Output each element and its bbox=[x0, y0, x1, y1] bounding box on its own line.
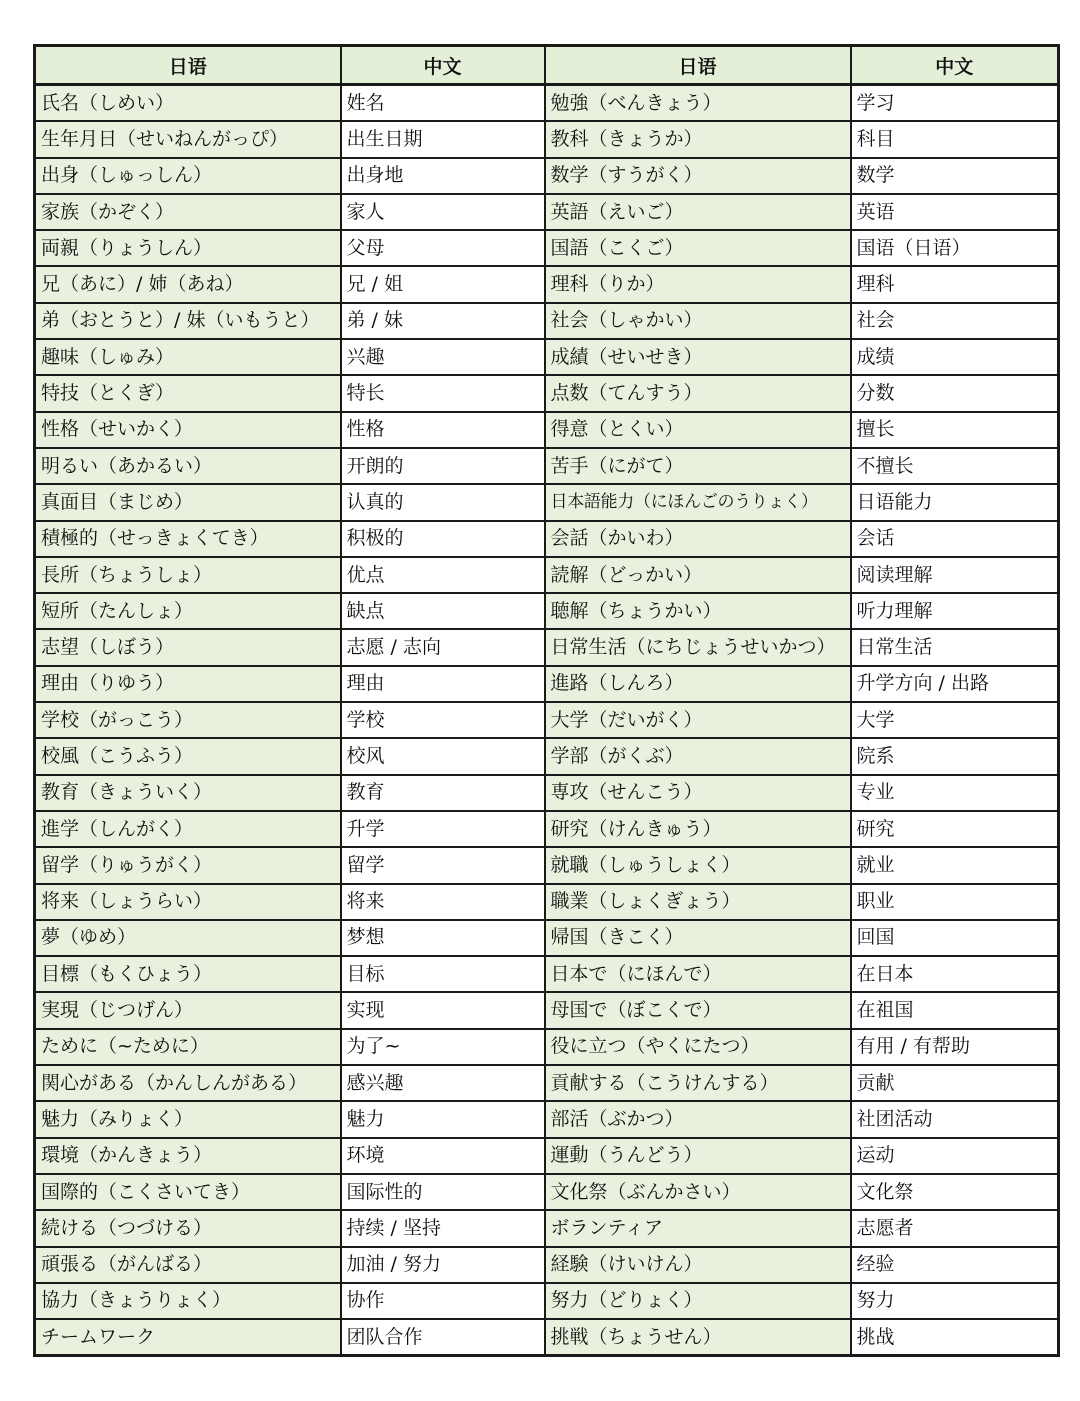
chinese-meaning-right: 文化祭 bbox=[851, 1174, 1059, 1210]
chinese-meaning-left: 加油 / 努力 bbox=[341, 1247, 545, 1283]
table-row bbox=[35, 847, 1059, 883]
japanese-term-right: 点数（てんすう） bbox=[545, 375, 851, 411]
chinese-meaning-right: 阅读理解 bbox=[851, 557, 1059, 593]
japanese-term-right: ボランティア bbox=[545, 1210, 851, 1246]
chinese-meaning-right: 有用 / 有帮助 bbox=[851, 1029, 1059, 1065]
japanese-term-left: 頑張る（がんばる） bbox=[35, 1247, 341, 1283]
japanese-term-right: 努力（どりょく） bbox=[545, 1283, 851, 1319]
japanese-term-left: 夢（ゆめ） bbox=[35, 920, 341, 956]
chinese-meaning-right: 职业 bbox=[851, 884, 1059, 920]
header-chinese-left: 中文 bbox=[341, 46, 545, 85]
chinese-meaning-left: 目标 bbox=[341, 956, 545, 992]
table-row bbox=[35, 1101, 1059, 1137]
table-row bbox=[35, 593, 1059, 629]
table-row bbox=[35, 303, 1059, 339]
chinese-meaning-left: 姓名 bbox=[341, 85, 545, 122]
chinese-meaning-left: 教育 bbox=[341, 775, 545, 811]
chinese-meaning-left: 魅力 bbox=[341, 1101, 545, 1137]
japanese-term-right: 教科（きょうか） bbox=[545, 121, 851, 157]
japanese-term-right: 勉強（べんきょう） bbox=[545, 85, 851, 122]
table-header bbox=[35, 46, 1059, 85]
chinese-meaning-right: 专业 bbox=[851, 775, 1059, 811]
chinese-meaning-left: 升学 bbox=[341, 811, 545, 847]
header-japanese-left: 日语 bbox=[35, 46, 341, 85]
chinese-meaning-left: 出身地 bbox=[341, 158, 545, 194]
chinese-meaning-right: 日语能力 bbox=[851, 484, 1059, 520]
japanese-term-right: 役に立つ（やくにたつ） bbox=[545, 1029, 851, 1065]
table-row bbox=[35, 484, 1059, 520]
japanese-term-left: 長所（ちょうしょ） bbox=[35, 557, 341, 593]
japanese-term-right: 日本で（にほんで） bbox=[545, 956, 851, 992]
table-row bbox=[35, 339, 1059, 375]
chinese-meaning-left: 学校 bbox=[341, 702, 545, 738]
chinese-meaning-left: 校风 bbox=[341, 738, 545, 774]
chinese-meaning-left: 持续 / 坚持 bbox=[341, 1210, 545, 1246]
chinese-meaning-right: 听力理解 bbox=[851, 593, 1059, 629]
japanese-term-right: 職業（しょくぎょう） bbox=[545, 884, 851, 920]
japanese-term-right: 専攻（せんこう） bbox=[545, 775, 851, 811]
chinese-meaning-left: 国际性的 bbox=[341, 1174, 545, 1210]
chinese-meaning-left: 家人 bbox=[341, 194, 545, 230]
japanese-term-right: 研究（けんきゅう） bbox=[545, 811, 851, 847]
japanese-term-right: 理科（りか） bbox=[545, 266, 851, 302]
japanese-term-right: 経験（けいけん） bbox=[545, 1247, 851, 1283]
header-japanese-right: 日语 bbox=[545, 46, 851, 85]
table-row bbox=[35, 85, 1059, 122]
table-row bbox=[35, 1319, 1059, 1356]
chinese-meaning-right: 贡献 bbox=[851, 1065, 1059, 1101]
chinese-meaning-left: 为了~ bbox=[341, 1029, 545, 1065]
japanese-term-right: 日常生活（にちじょうせいかつ） bbox=[545, 629, 851, 665]
japanese-term-right: 母国で（ぼこくで） bbox=[545, 992, 851, 1028]
chinese-meaning-right: 运动 bbox=[851, 1138, 1059, 1174]
chinese-meaning-right: 努力 bbox=[851, 1283, 1059, 1319]
japanese-term-left: 進学（しんがく） bbox=[35, 811, 341, 847]
header-chinese-right: 中文 bbox=[851, 46, 1059, 85]
chinese-meaning-left: 梦想 bbox=[341, 920, 545, 956]
japanese-term-left: 関心がある（かんしんがある） bbox=[35, 1065, 341, 1101]
japanese-term-left: チームワーク bbox=[35, 1319, 341, 1356]
japanese-term-left: 学校（がっこう） bbox=[35, 702, 341, 738]
chinese-meaning-right: 经验 bbox=[851, 1247, 1059, 1283]
japanese-term-right: 成績（せいせき） bbox=[545, 339, 851, 375]
chinese-meaning-right: 社团活动 bbox=[851, 1101, 1059, 1137]
chinese-meaning-right: 社会 bbox=[851, 303, 1059, 339]
chinese-meaning-left: 性格 bbox=[341, 412, 545, 448]
table-row bbox=[35, 666, 1059, 702]
table-row bbox=[35, 775, 1059, 811]
table-row bbox=[35, 1065, 1059, 1101]
table-row bbox=[35, 194, 1059, 230]
table-row bbox=[35, 702, 1059, 738]
japanese-term-right: 国語（こくご） bbox=[545, 230, 851, 266]
table-row bbox=[35, 629, 1059, 665]
chinese-meaning-left: 实现 bbox=[341, 992, 545, 1028]
table-row bbox=[35, 992, 1059, 1028]
japanese-term-right: 挑戦（ちょうせん） bbox=[545, 1319, 851, 1356]
japanese-term-right: 得意（とくい） bbox=[545, 412, 851, 448]
chinese-meaning-right: 大学 bbox=[851, 702, 1059, 738]
chinese-meaning-right: 英语 bbox=[851, 194, 1059, 230]
table-row bbox=[35, 738, 1059, 774]
japanese-term-left: 積極的（せっきょくてき） bbox=[35, 521, 341, 557]
chinese-meaning-left: 留学 bbox=[341, 847, 545, 883]
japanese-term-right: 貢献する（こうけんする） bbox=[545, 1065, 851, 1101]
chinese-meaning-right: 分数 bbox=[851, 375, 1059, 411]
chinese-meaning-left: 特长 bbox=[341, 375, 545, 411]
chinese-meaning-left: 父母 bbox=[341, 230, 545, 266]
chinese-meaning-left: 兄 / 姐 bbox=[341, 266, 545, 302]
japanese-term-left: 兄（あに）/ 姉（あね） bbox=[35, 266, 341, 302]
table-row bbox=[35, 1138, 1059, 1174]
japanese-term-left: 真面目（まじめ） bbox=[35, 484, 341, 520]
japanese-term-right: 社会（しゃかい） bbox=[545, 303, 851, 339]
chinese-meaning-right: 挑战 bbox=[851, 1319, 1059, 1356]
japanese-term-right: 部活（ぶかつ） bbox=[545, 1101, 851, 1137]
chinese-meaning-left: 积极的 bbox=[341, 521, 545, 557]
japanese-term-left: 校風（こうふう） bbox=[35, 738, 341, 774]
table-row bbox=[35, 1247, 1059, 1283]
japanese-term-right: 文化祭（ぶんかさい） bbox=[545, 1174, 851, 1210]
chinese-meaning-left: 缺点 bbox=[341, 593, 545, 629]
table-row bbox=[35, 121, 1059, 157]
chinese-meaning-right: 研究 bbox=[851, 811, 1059, 847]
japanese-term-left: 性格（せいかく） bbox=[35, 412, 341, 448]
table-row bbox=[35, 1210, 1059, 1246]
table-row bbox=[35, 230, 1059, 266]
chinese-meaning-right: 在祖国 bbox=[851, 992, 1059, 1028]
japanese-term-left: 出身（しゅっしん） bbox=[35, 158, 341, 194]
chinese-meaning-right: 数学 bbox=[851, 158, 1059, 194]
chinese-meaning-right: 就业 bbox=[851, 847, 1059, 883]
japanese-term-left: 将来（しょうらい） bbox=[35, 884, 341, 920]
japanese-term-right: 運動（うんどう） bbox=[545, 1138, 851, 1174]
chinese-meaning-left: 兴趣 bbox=[341, 339, 545, 375]
table-row bbox=[35, 158, 1059, 194]
table-row bbox=[35, 956, 1059, 992]
japanese-term-left: 協力（きょうりょく） bbox=[35, 1283, 341, 1319]
table-row bbox=[35, 375, 1059, 411]
japanese-term-right: 苦手（にがて） bbox=[545, 448, 851, 484]
japanese-term-left: 家族（かぞく） bbox=[35, 194, 341, 230]
chinese-meaning-left: 优点 bbox=[341, 557, 545, 593]
japanese-term-left: 実現（じつげん） bbox=[35, 992, 341, 1028]
chinese-meaning-right: 会话 bbox=[851, 521, 1059, 557]
chinese-meaning-right: 回国 bbox=[851, 920, 1059, 956]
japanese-term-left: 短所（たんしょ） bbox=[35, 593, 341, 629]
japanese-term-right: 就職（しゅうしょく） bbox=[545, 847, 851, 883]
japanese-term-left: 生年月日（せいねんがっぴ） bbox=[35, 121, 341, 157]
chinese-meaning-right: 科目 bbox=[851, 121, 1059, 157]
japanese-term-left: 教育（きょういく） bbox=[35, 775, 341, 811]
header-row bbox=[35, 46, 1059, 85]
japanese-term-left: 弟（おとうと）/ 妹（いもうと） bbox=[35, 303, 341, 339]
table-row bbox=[35, 884, 1059, 920]
chinese-meaning-right: 日常生活 bbox=[851, 629, 1059, 665]
chinese-meaning-right: 学习 bbox=[851, 85, 1059, 122]
table-row bbox=[35, 1174, 1059, 1210]
chinese-meaning-right: 志愿者 bbox=[851, 1210, 1059, 1246]
table-body bbox=[35, 85, 1059, 1356]
japanese-term-left: 明るい（あかるい） bbox=[35, 448, 341, 484]
japanese-term-left: 志望（しぼう） bbox=[35, 629, 341, 665]
chinese-meaning-right: 理科 bbox=[851, 266, 1059, 302]
japanese-term-left: 続ける（つづける） bbox=[35, 1210, 341, 1246]
table-row bbox=[35, 920, 1059, 956]
chinese-meaning-right: 在日本 bbox=[851, 956, 1059, 992]
japanese-term-left: 目標（もくひょう） bbox=[35, 956, 341, 992]
chinese-meaning-right: 升学方向 / 出路 bbox=[851, 666, 1059, 702]
japanese-term-left: 魅力（みりょく） bbox=[35, 1101, 341, 1137]
chinese-meaning-left: 理由 bbox=[341, 666, 545, 702]
chinese-meaning-left: 将来 bbox=[341, 884, 545, 920]
table-row bbox=[35, 266, 1059, 302]
japanese-term-left: 環境（かんきょう） bbox=[35, 1138, 341, 1174]
japanese-term-left: 理由（りゆう） bbox=[35, 666, 341, 702]
chinese-meaning-left: 团队合作 bbox=[341, 1319, 545, 1356]
japanese-term-right: 大学（だいがく） bbox=[545, 702, 851, 738]
table-row bbox=[35, 811, 1059, 847]
chinese-meaning-left: 弟 / 妹 bbox=[341, 303, 545, 339]
japanese-term-left: 国際的（こくさいてき） bbox=[35, 1174, 341, 1210]
japanese-term-left: ために（~ために） bbox=[35, 1029, 341, 1065]
chinese-meaning-left: 协作 bbox=[341, 1283, 545, 1319]
japanese-term-right: 学部（がくぶ） bbox=[545, 738, 851, 774]
japanese-term-left: 氏名（しめい） bbox=[35, 85, 341, 122]
japanese-term-right: 読解（どっかい） bbox=[545, 557, 851, 593]
chinese-meaning-left: 开朗的 bbox=[341, 448, 545, 484]
japanese-term-left: 両親（りょうしん） bbox=[35, 230, 341, 266]
table-row bbox=[35, 557, 1059, 593]
japanese-term-left: 趣味（しゅみ） bbox=[35, 339, 341, 375]
japanese-term-left: 留学（りゅうがく） bbox=[35, 847, 341, 883]
chinese-meaning-left: 认真的 bbox=[341, 484, 545, 520]
japanese-term-right: 進路（しんろ） bbox=[545, 666, 851, 702]
chinese-meaning-left: 感兴趣 bbox=[341, 1065, 545, 1101]
japanese-term-left: 特技（とくぎ） bbox=[35, 375, 341, 411]
chinese-meaning-left: 志愿 / 志向 bbox=[341, 629, 545, 665]
japanese-term-right: 英語（えいご） bbox=[545, 194, 851, 230]
vocabulary-table bbox=[33, 44, 1060, 1357]
chinese-meaning-right: 擅长 bbox=[851, 412, 1059, 448]
table-row bbox=[35, 1283, 1059, 1319]
japanese-term-right: 日本語能力（にほんごのうりょく） bbox=[545, 484, 851, 520]
japanese-term-right: 会話（かいわ） bbox=[545, 521, 851, 557]
chinese-meaning-right: 不擅长 bbox=[851, 448, 1059, 484]
table-row bbox=[35, 1029, 1059, 1065]
japanese-term-right: 聴解（ちょうかい） bbox=[545, 593, 851, 629]
japanese-term-right: 数学（すうがく） bbox=[545, 158, 851, 194]
chinese-meaning-right: 国语（日语） bbox=[851, 230, 1059, 266]
chinese-meaning-left: 出生日期 bbox=[341, 121, 545, 157]
chinese-meaning-left: 环境 bbox=[341, 1138, 545, 1174]
chinese-meaning-right: 成绩 bbox=[851, 339, 1059, 375]
table-row bbox=[35, 412, 1059, 448]
table-row bbox=[35, 448, 1059, 484]
table-row bbox=[35, 521, 1059, 557]
chinese-meaning-right: 院系 bbox=[851, 738, 1059, 774]
japanese-term-right: 帰国（きこく） bbox=[545, 920, 851, 956]
